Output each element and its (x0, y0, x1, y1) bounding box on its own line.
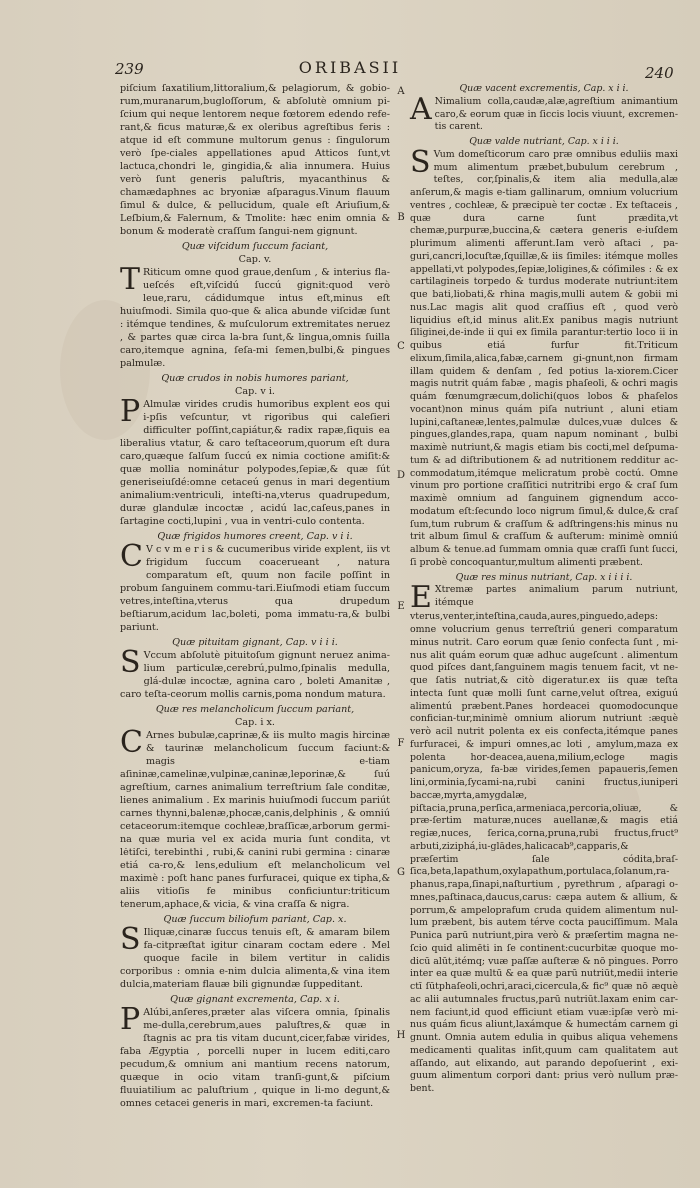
section-heading: Quæ frigidos humores creent, Cap. v i i. (157, 531, 353, 542)
section-heading: Quæ ſuccum biliofum pariant, Cap. x. (163, 914, 347, 925)
body-paragraph: CArnes bubulæ,caprinæ,& iis multo magis hircinæ & taurinæ melancholicum ſuccum faciunt:& magis e-tiam aſininæ,camelinæ,vulpinæ,caninæ,leporinæ,& ſuú agreſtium, carnes animalium terreſtrium ſale conditæ, lienes animalium . Ex marinis huiuſmodi ſuccum pariút carnes thynni,balenæ,phocæ,canis,delphinis , & omniú cetaceorum:itemque cochleæ,braſſicæ,arborum germi-na quæ muria vel ex acida muria ſunt condita, vt lėtiſci, terebinthi , rubi,& canini rubi germina : cinaræ etiá ca-ro,& lens,edulium eſt melancholicum vel maximè : poſt hanc panes furfuracei, quique ex tipha,& aliis vitioſis fe minibus conficiuntur:triticum tenerum,aphace,& vicia, & vina craſſa & nigra. (120, 725, 390, 910)
body-paragraph: SIliquæ,cinaræ ſuccus tenuis eſt, & amaram bilem fa-citpræſtat igitur cinaram coctam edere . Mel quoque facile in bilem vertitur in calidis corporibus : omnia e-nim dulcia alimenta,& vina item dulcia,materiam flauæ bili gignundæ ſuppeditant. (120, 922, 390, 990)
body-paragraph: PAlmulæ virides crudis humoribus explent eos qui i-pſis veſcuntur, vt rigoribus qui caleſieri difficulter poſſint,capiátur,& radix rapæ,ſiquis ea liberalius vtatur, & caro teſtaceorum,quorum eſt dura caro,quæque ſalſum ſuccú ex nimia coctione amiſit:& quæ mollia nominátur polypodes,ſepiæ,& quæ ſút generiseiuſdé:omne cetaceú genus in mari degentium animalium:ventriculi, inteſti-na,vterus quadrupedum, duræ glandulæ incoctæ , acidú lac,caſeus,panes in ſartagine cocti,lupini , vua in ventri-culo contenta. (120, 394, 390, 527)
section-heading: Quæ res melancholicum ſuccum pariant, (155, 704, 355, 715)
section-heading: Quæ crudos in nobis humores pariant, (161, 373, 349, 384)
section-heading: Quæ valde nutriant, Cap. x i i i. (469, 136, 619, 147)
page-number-right: 240 (645, 64, 674, 82)
body-paragraph: TRiticum omne quod graue,denſum , & interius fla-ueſcés eſt,viſcidú ſuccú gignit:quod verò leue,raru, cádidumque intus eſt,minus eſt huiuſmodi. Simila quo-que & alica abunde viſcidæ ſunt : itémque tendines, & muſculorum extremitates neruez , & partes quæ circa la-bra ſunt,& lingua,omnis ſuilla caro,itemque agnina, ſeſa-mi ſemen,bulbi,& pingues palmulæ. (120, 262, 390, 369)
body-paragraph: CV c v m e r i s & cucumeribus viride explent, iis vt frigidum ſuccum coacerueant , natura comparatum eſt, quum non facile poſſint in probum ſanguinem commu-tari.Eiuſmodi etiam ſuccum vetres,inteſtina,vterus qua drupedum beſtiarum,acidum lac,boleti, poma immatu-ra,& bulbi pariunt. (120, 539, 390, 633)
chapter-number: Cap. v i. (235, 386, 275, 397)
right-column (410, 82, 678, 1098)
left-column (120, 82, 390, 1112)
section-heading: Quæ vacent excrementis, Cap. x i i. (459, 83, 629, 94)
section-heading: Quæ res minus nutriant, Cap. x i i i i. (455, 571, 633, 583)
body-paragraph: PAlúbi,anſeres,præter alas viſcera omnia, ſpinalis me-dulla,cerebrum,aues paluſtres,& quæ in ſtagnis ac pra tis vitam ducunt,cicer,fabæ virides, faba Ægyptia , porcelli nuper in lucem editi,caro pecudum,& omnium ani mantium recens natorum, quæque in ocio vitam tranſi-gunt,& piſcium fluuiatilium ac paluſtrium , quique in li-mo degunt,& omnes cetacei generis in mari, excremen-ta faciunt. (120, 1002, 390, 1109)
body-paragraph: EXtremæ partes animalium parum nutriunt, itémque vterus,venter,inteſtina,cauda,aures,pinguedo,adeps: omne volucrium genus terreſtriú generi comparatum minus nutrit. Caro eorum quæ ſenio confecta ſunt , mi-nus alit quám eorum quæ adhuc augeſcunt . alimentum quod piſces dant,ſanguinem magis tenuem facit, vt ne-que ſatis nutriat,& citò digeratur.ex iis quæ teſta intecta ſunt quæ molli ſunt carne,velut oſtrea, exiguú alimentú præbent.Panes hordeacei quomodocunque confician-tur,minimè omnium aliorum nutriunt :æquè verò acil nutrit polenta ex eis confecta,itémque panes furfuracei, & impuri omnes,ac loti , amylum,maza ex polenta hor-deacea,auena,milium,ecloge magis panicum,oryza, fa-bæ virides,ſemen papaueris,ſemen lini,orminia,ſycami-na,rubi canini fructus,iuniperi baccæ,myrta,amygdalæ, piſtacia,pruna,perſica,armeniaca,percoria,oliuæ, & præ-ſertim maturæ,nuces auellanæ,& magis etiá regiæ,nuces, ſerica,corna,pruna,rubi fructus,fruct⁹ arbuti,ziziphá,iu-glādes,halicacab⁹,capparis,& præſertim ſale códita,braſ-ſica,beta,lapathum,oxylapathum,portulaca,ſolanum,ra-phanus,rapa,ſinapi,naſturtium , pyrethrum , aſparagi o-mnes,paſtinaca,daucus,carus: cæpa autem & allium, & porrum,& ampeloprafum cruda quidem alimentum nul-lum præbent, bis autem térve cocta pauciſſimum. Mala Punica parū nutriunt,pira verò & præſertim magna ne-ſcio quid alimēti in ſe continent:cucurbitæ quoque mo-dicū alūt,itémq; vuæ paſſæ auſteræ & nō pingues. Porro inter ea quæ multū & ea quæ parū nutriūt,medii interie ctī ſūtphaſeoli,ochri,araci,cicercula,& fic⁹ quæ nō æquè ac alii autumnales fructus,parū nutriūt.laxam enim car-nem faciunt,id quod efficiunt etiam vuæ:ipſæ verò mi-nus quám ficus aliunt,laxámque & humectám carnem gi gnunt. Omnia autem edulia in quibus aliqua vehemens medicamenti qualitas inſit,quum cam qualitatem aut aſſando, aut elixando, aut parando depoſuerint , exi-guum alimentum corpori dant: prius verò nullum præ-bent. (410, 580, 678, 1094)
body-paragraph: piſcium ſaxatilium,littoralium,& pelagiorum, & gobio-rum,muranarum,bugloſſorum, & abſolutè omnium pi-ſcium qui neque lentorem neque fœtorem edendo refe-rant,& ficus maturæ,& ex oleribus agreſtibus feris : atque id eſt commune multorum genus : ſingulorum verò ſpe-ciales appellationes apud Atticos ſunt,vt lactuca,chondri le, gingidia,& alia innumera. Huius verò ſunt generis paluſtris, myacanthinus & chamædaphnes ac bryoniæ aſparagus.Vinum flauum ſimul & dulce, & pellucidum, quale eſt Ariuſium,& Leſbium,& Falernum, & Tmolite: hæc enim omnia & bonum & moderatè craſſum ſangui-nem gignunt. (120, 83, 390, 237)
margin-letter: A (397, 86, 405, 97)
margin-letter: E (397, 601, 405, 612)
margin-letter: D (396, 470, 406, 481)
running-title: ORIBASII (298, 58, 402, 77)
section-heading: Quæ gignant excrementa, Cap. x i. (170, 994, 340, 1005)
section-heading: Quæ viſcidum ſuccum faciant, (181, 241, 329, 252)
body-paragraph: SVccum abſolutè pituitoſum gignunt neruez anima-lium particulæ,cerebrú,pulmo,ſpinalis medulla, glá-dulæ incoctæ, agnina caro , boleti Amanitæ , caro teſta-ceorum mollis carnis,poma nondum matura. (120, 645, 390, 700)
margin-letter: C (397, 341, 405, 352)
chapter-number: Cap. v. (238, 254, 272, 265)
body-paragraph: ANimalium colla,caudæ,alæ,agreſtium animantium caro,& eorum quæ in ſiccis locis viuunt, excremen-tis carent. (410, 91, 678, 133)
chapter-number: Cap. i x. (235, 717, 275, 728)
margin-letter: F (397, 738, 405, 749)
body-paragraph: SVum domeſticorum caro præ omnibus eduliis maxi mum alimentum præbet,bubulum cerebrum , teſtes, cor,ſpinalis,& item alia medulla,alæ anſerum,& magis e-tiam gallinarum, omnium volucrium ventres , cochleæ, & præcipuè ter coctæ . Ex teſtaceis , quæ dura carne ſunt prædita,vt chemæ,purpuræ,buccina,& cætera generis e-iuſdem plurimum alimenti afferunt.Iam verò aſtaci , pa-guri,cancri,locuſtæ,ſquillæ,& iis ſimiles: itémque molles appellati,vt polypodes,ſepiæ,loligines,& cóſimiles : & ex cartilagineis torpedo & turdus moderate nutriunt:item que bati,liobati,& rhina magis,mulli autem & gobii mi nus.Lac magis alit quod craſſius eſt , quod verò liquidius eſt,id minus alit.Ex panibus magis nutriunt ſiliginei,de-inde ii qui ex ſimila parantur:tertio loco ii in quibus etiá furfur fit.Triticum elixum,ſimila,alica,fabæ,carnem gi-gnunt,non firmam illam quidem & denſam , ſed potius la-xiorem.Cicer magis nutrit quám fabæ , magis phaſeoli, & ochri magis quám fœnumgræcum,dolichi(quos lobos & phaſelos vocant)non minus quám piſa nutriunt , aluni etiam lupini,caſtaneæ,lentes,palmulæ dulces,vuæ dulces & pingues,glandes,rapa, quam napum nominant , bulbi maximè nutriunt,& magis etiam bis cocti,mel deſpuma-tum & ad diſtributionem & ad nutritionem redditur ac-commodatum,itémque melicratum probè coctú. Omne vinum pro portione craſſitici nutritribi ergo & craſ ſum maximè omnium ad ſanguinem gignendum acco-modatum eſt:ſecundo loco nigrum ſimul,& dulce,& craſ ſum,tum rubrum & craſſum & adſtringens:his minus nu trit album ſimul & craſſum & auſterum: minimè omniú album & tenue.ad ſummam omnia quæ craſſi ſunt ſucci, ſi probè concoquantur,multum alimenti præbent. (410, 144, 678, 568)
page-header (0, 58, 700, 84)
margin-letter: H (396, 1030, 406, 1041)
margin-letter: B (397, 212, 405, 223)
section-heading: Quæ pituitam gignant, Cap. v i i i. (172, 637, 338, 648)
page-number-left: 239 (115, 60, 144, 78)
margin-letter: G (397, 867, 405, 878)
